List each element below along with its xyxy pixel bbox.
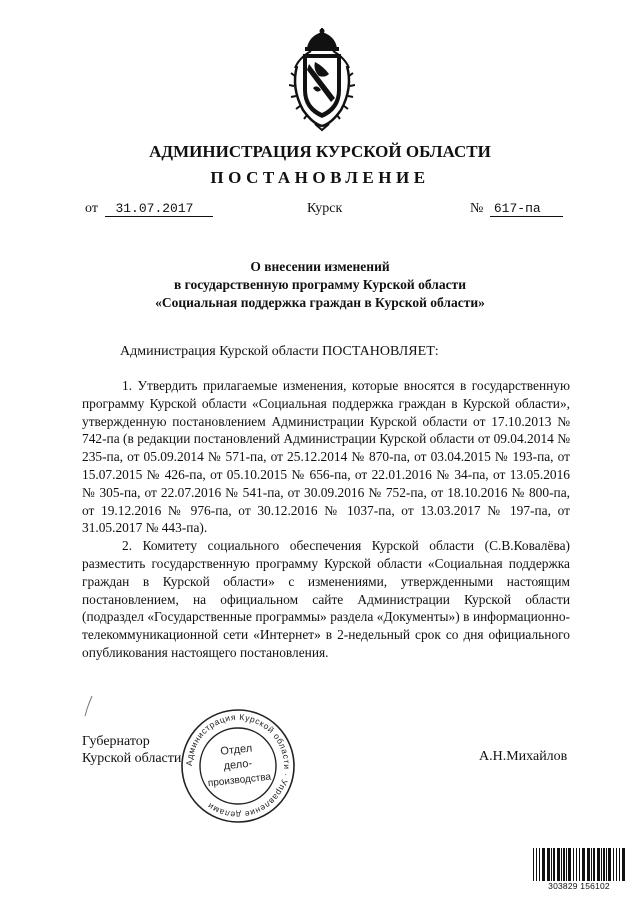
subject-line: «Социальная поддержка граждан в Курской области» [155,295,485,310]
barcode-bar [619,848,620,882]
barcode-bar [568,848,571,882]
barcode-bar [597,848,600,882]
barcode-bar [573,848,574,882]
barcode-bar [582,848,585,882]
number-label: № [470,201,484,216]
barcode-bar [613,848,614,882]
signatory-name: А.Н.Михайлов [479,749,568,764]
barcode-bar [591,848,592,882]
barcode-bar [622,848,625,882]
document-city: Курск [307,201,343,216]
document-subject [0,258,640,312]
barcode-bar [579,848,580,882]
barcode-bar [606,848,607,882]
document-body [82,377,570,662]
stamp-line: Отдел [219,742,253,758]
pen-mark-icon [83,695,95,717]
barcode-bar [576,848,577,882]
barcode-bar [608,848,611,882]
barcode-number: 303829 156102 [532,881,626,892]
stamp-line: дело- [223,757,253,773]
preamble: Администрация Курской области ПОСТАНОВЛЯЕТ: [120,344,439,359]
date-field [85,201,213,217]
from-label: от [85,201,98,216]
barcode-bar [593,848,595,882]
barcode-bar [563,848,565,882]
signatory-title [82,733,181,767]
signatory-title-line: Губернатор [82,734,150,749]
barcode-bar [566,848,567,882]
stamp-line: производства [207,771,272,790]
document-number: 617-па [490,201,563,217]
barcode-bar [553,848,555,882]
barcode-bar [601,848,602,882]
subject-line: О внесении изменений [250,259,390,274]
barcode-bar [539,848,540,882]
document-date: 31.07.2017 [105,201,213,217]
barcode-bar [587,848,590,882]
office-stamp [178,706,298,826]
barcode-bar [547,848,550,882]
document-type: ПОСТАНОВЛЕНИЕ [210,168,430,187]
paragraph-1: 1. Утвердить прилагаемые изменения, которые вносятся в государственную программу Курской области «Социальная поддержка граждан в Курской области», утвержденную постановлением Администрации Курской области от 17.10.2013 № 742-па (в редакции постановлений Администрации Курской области от 09.04.2014 № 235-па, от 05.09.2014 № 571-па, от 25.12.2014 № 870-па, от 03.04.2015 № 193-па, от 15.07.2015 № 426-па, от 05.10.2015 № 656-па, от 22.01.2016 № 34-па, от 13.05.2016 № 305-па, от 22.07.2016 № 541-па, от 30.09.2016 № 752-па, от 18.10.2016 № 800-па, от 19.12.2016 № 976-па, от 30.12.2016 № 1037-па, от 13.03.2017 № 197-па, от 31.05.2017 № 443-па). [82,378,570,536]
barcode-bar [561,848,562,882]
signatory-title-line: Курской области [82,751,182,766]
barcode-bar [542,848,545,882]
barcode-bar [603,848,605,882]
subject-line: в государственную программу Курской области [174,277,466,292]
paragraph-2: 2. Комитету социального обеспечения Курской области (С.В.Ковалёва) разместить государственную программу Курской области «Социальная поддержка граждан в Курской области» с изменениями, утвержденными настоящим постановлением, на официальном сайте Администрации Курской области (подраздел «Государственные программы» раздела «Документы») в информационно-телекоммуникационной сети «Интернет» в 2-недельный срок со дня официального опубликования настоящего постановления. [82,538,570,660]
barcode-bar [616,848,617,882]
number-field [470,201,563,217]
stamp-outer-text: Администрация Курской области · Управление делами [183,711,293,821]
barcode-bar [533,848,534,882]
barcode-bar [536,848,537,882]
coat-of-arms-emblem [289,28,355,132]
organization-title: АДМИНИСТРАЦИЯ КУРСКОЙ ОБЛАСТИ [149,142,491,161]
barcode-bar [557,848,560,882]
barcode-bar [551,848,552,882]
